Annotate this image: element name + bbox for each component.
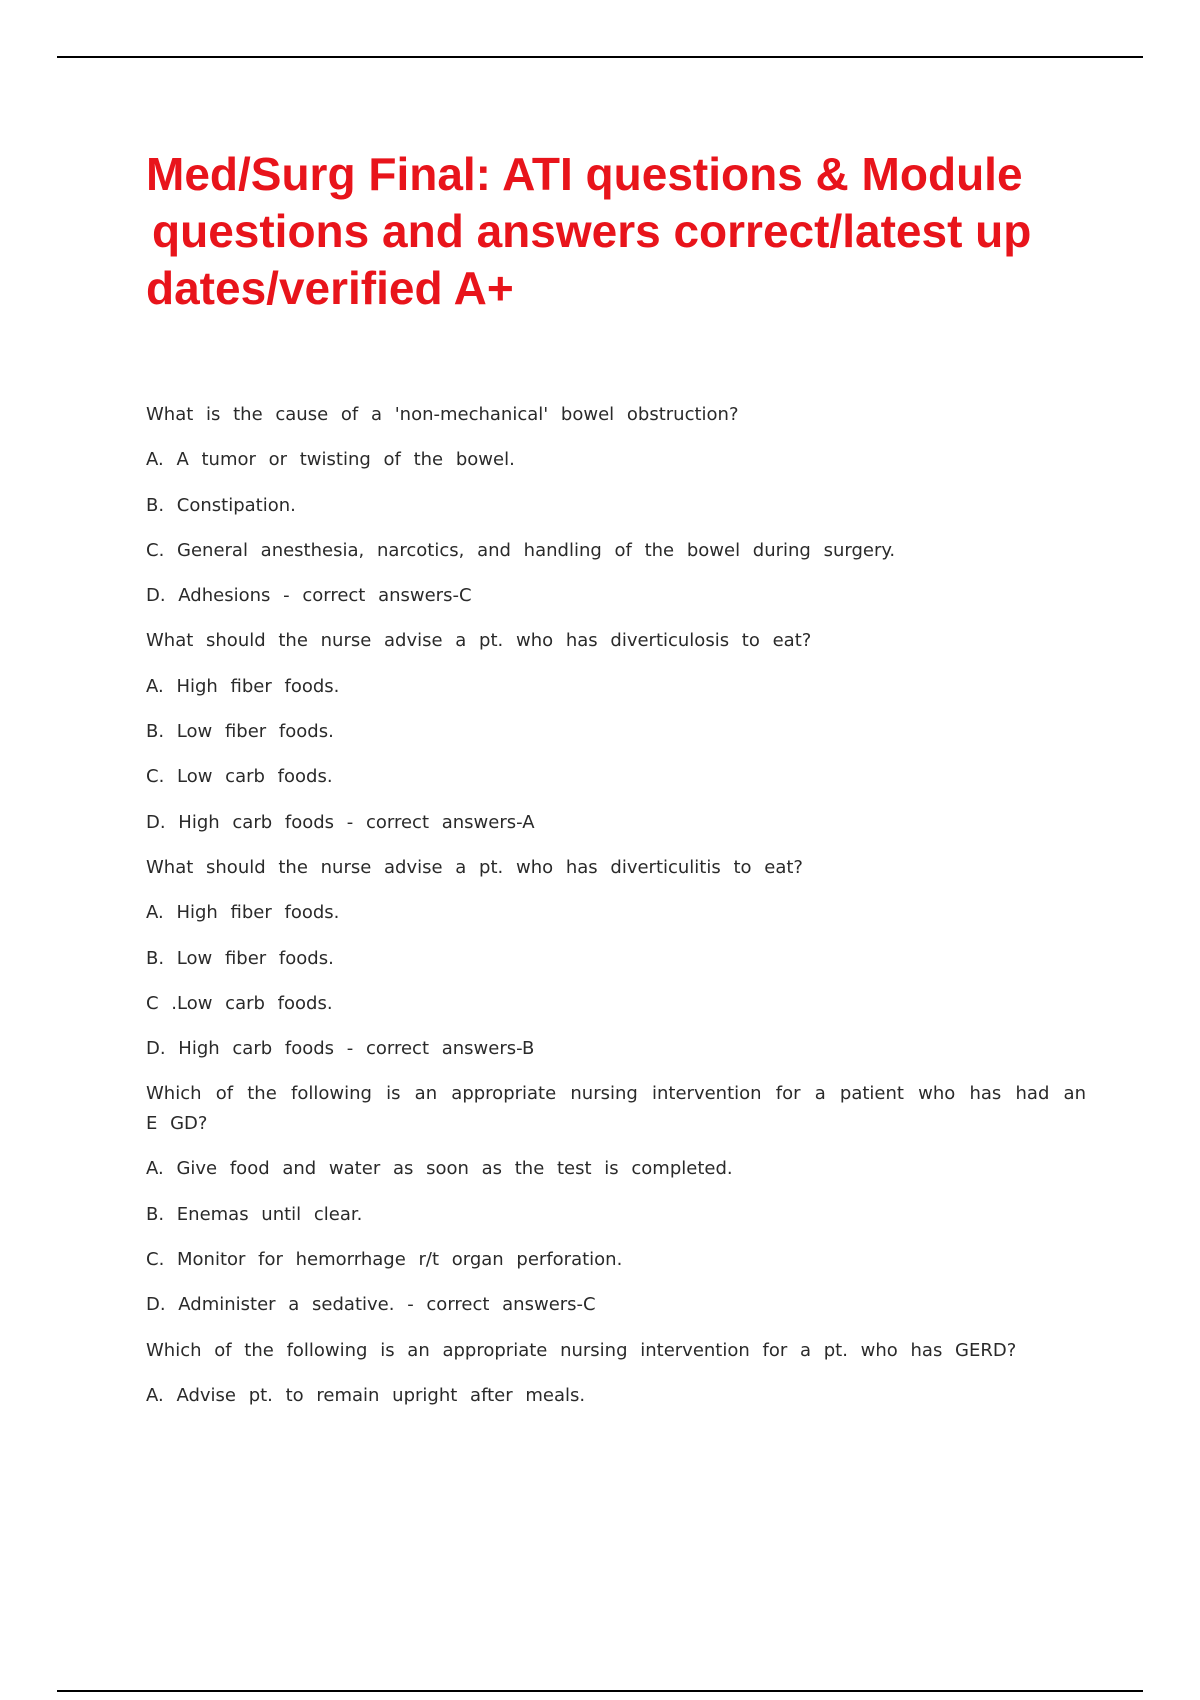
answer-option-with-key: D. High carb foods - correct answers-B bbox=[146, 1038, 535, 1060]
answer-option: A. High fiber foods. bbox=[146, 675, 340, 697]
answer-option: A. Give food and water as soon as the test is completed. bbox=[146, 1158, 733, 1180]
bottom-rule bbox=[57, 1690, 1143, 1692]
answer-option: A. A tumor or twisting of the bowel. bbox=[146, 449, 515, 471]
title-line: Med/Surg Final: ATI questions & Module bbox=[146, 148, 1023, 200]
answer-option: B. Constipation. bbox=[146, 494, 296, 516]
answer-option: C. Low carb foods. bbox=[146, 766, 333, 788]
question-text: What should the nurse advise a pt. who has diverticulitis to eat? bbox=[146, 856, 803, 878]
title-line: dates/verified A+ bbox=[146, 262, 514, 314]
answer-option-with-key: D. High carb foods - correct answers-A bbox=[146, 811, 535, 833]
document-title bbox=[146, 146, 1096, 317]
document-body bbox=[146, 400, 1086, 1426]
answer-option: B. Low fiber foods. bbox=[146, 947, 334, 969]
answer-option: C. Monitor for hemorrhage r/t organ perforation. bbox=[146, 1249, 623, 1271]
answer-option: A. Advise pt. to remain upright after meals. bbox=[146, 1384, 586, 1406]
answer-option: C .Low carb foods. bbox=[146, 992, 333, 1014]
question-text: Which of the following is an appropriate nursing intervention for a pt. who has GERD? bbox=[146, 1339, 1017, 1361]
answer-option: B. Enemas until clear. bbox=[146, 1203, 363, 1225]
question-text: What is the cause of a 'non-mechanical' bowel obstruction? bbox=[146, 404, 739, 425]
question-text: What should the nurse advise a pt. who has diverticulosis to eat? bbox=[146, 630, 812, 652]
answer-option-with-key: D. Adhesions - correct answers-C bbox=[146, 585, 472, 607]
title-line: questions and answers correct/latest up bbox=[152, 205, 1032, 257]
question-text: Which of the following is an appropriate nursing intervention for a patient who has had an E GD? bbox=[146, 1083, 1086, 1135]
answer-option: B. Low fiber foods. bbox=[146, 721, 334, 743]
answer-option: A. High fiber foods. bbox=[146, 902, 340, 924]
top-rule bbox=[57, 56, 1143, 58]
answer-option: C. General anesthesia, narcotics, and handling of the bowel during surgery. bbox=[146, 539, 896, 561]
answer-option-with-key: D. Administer a sedative. - correct answers-C bbox=[146, 1294, 596, 1316]
